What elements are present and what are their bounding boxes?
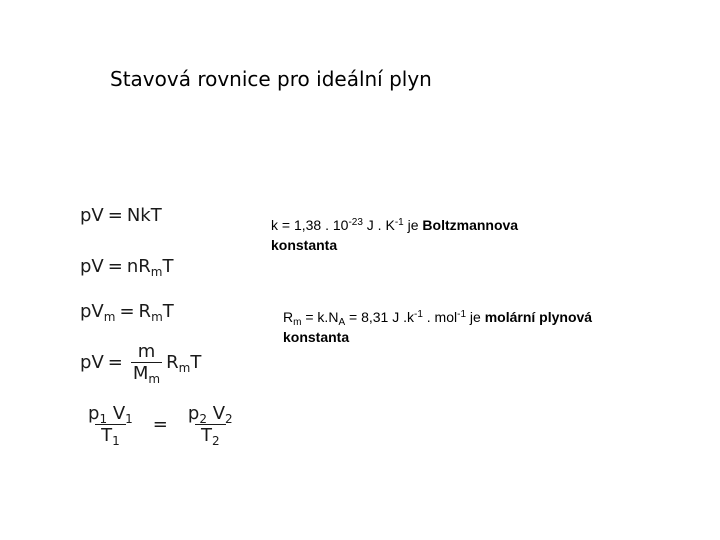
fraction-m-over-Mm	[131, 341, 162, 386]
equation-pv-nrmt	[80, 256, 174, 279]
numerator-p1v1: $p_1$ $V_1$	[88, 403, 133, 426]
equals-sign: =	[152, 414, 168, 435]
eq3-lhs: pV	[80, 301, 104, 322]
eq2-rhs-post: T	[162, 256, 174, 277]
eq2-lhs: pV	[80, 256, 104, 277]
boltzmann-label: Boltzmannova konstanta	[271, 217, 519, 253]
equals-sign: =	[119, 301, 135, 322]
denominator-t1: $T_1$	[95, 424, 126, 445]
equals-sign: =	[107, 256, 123, 277]
subscript-m: m	[178, 361, 191, 375]
equals-sign: =	[107, 352, 123, 373]
eq2-rhs-pre: nR	[126, 256, 151, 277]
denominator-t2: $T_2$	[195, 424, 226, 445]
molar-constant-label: molární plynová konstanta	[283, 309, 593, 345]
note-boltzmann-constant: k = 1,38 . $10^{-23}$ J . $K^{-1}$ je Boltzmannova konstanta	[271, 217, 519, 253]
fraction-right	[182, 403, 239, 448]
subscript-m: m	[150, 265, 163, 279]
eq1-rhs: NkT	[126, 205, 162, 226]
subscript-m: m	[151, 310, 163, 324]
equation-pvm-rmt	[80, 301, 174, 324]
equation-pv-nkt	[80, 207, 162, 225]
equals-sign: =	[107, 205, 123, 226]
eq4-R: R	[166, 352, 179, 373]
equation-pv-mass-fraction	[80, 341, 202, 386]
subscript-m: m	[103, 310, 116, 324]
numerator-p2v2: $p_2$ $V_2$	[187, 403, 233, 426]
eq3-rhs-post: T	[162, 301, 174, 322]
fraction-denominator: $M_m$	[132, 363, 161, 386]
note-molar-gas-constant: $R_m = k.N_A = 8,31$ J $.k^{-1}$ . mol$^{-1}$ je molární plynová konstanta	[283, 309, 593, 345]
slide-title: Stavová rovnice pro ideální plyn	[110, 67, 432, 91]
fraction-numerator: m	[137, 341, 156, 362]
eq4-T: T	[190, 352, 202, 373]
eq3-rhs-pre: R	[138, 301, 152, 322]
equation-combined-gas-law	[78, 403, 243, 448]
eq4-pv: pV	[80, 352, 104, 373]
eq1-lhs: pV	[80, 205, 104, 226]
fraction-left	[82, 403, 139, 448]
